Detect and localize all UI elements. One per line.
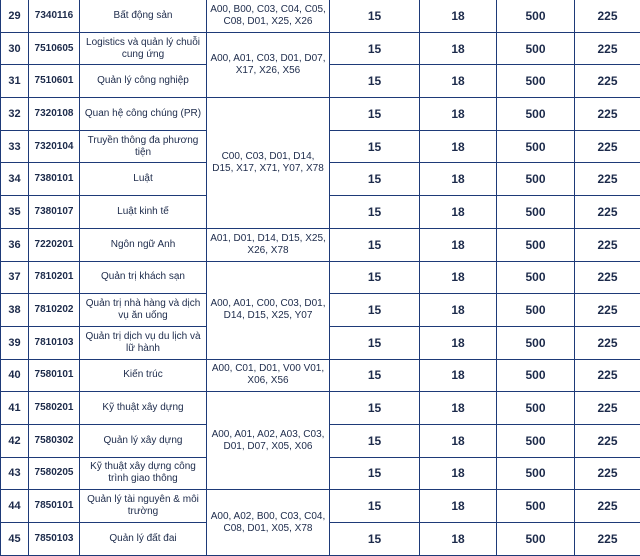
admission-score: 18 bbox=[420, 457, 497, 490]
major-name: Quản trị dịch vụ du lịch và lữ hành bbox=[80, 326, 207, 359]
major-code: 7580101 bbox=[29, 359, 80, 392]
quota-secondary: 225 bbox=[575, 457, 640, 490]
admission-score: 18 bbox=[420, 196, 497, 229]
quota-secondary: 225 bbox=[575, 98, 640, 131]
admission-score: 18 bbox=[420, 65, 497, 98]
admission-score: 18 bbox=[420, 32, 497, 65]
row-number: 40 bbox=[1, 359, 29, 392]
admission-score: 18 bbox=[420, 98, 497, 131]
threshold-score: 15 bbox=[330, 457, 420, 490]
row-number: 35 bbox=[1, 196, 29, 229]
major-name: Kỹ thuật xây dựng bbox=[80, 392, 207, 425]
major-name: Truyền thông đa phương tiện bbox=[80, 130, 207, 163]
threshold-score: 15 bbox=[330, 326, 420, 359]
quota: 500 bbox=[497, 294, 575, 327]
threshold-score: 15 bbox=[330, 294, 420, 327]
threshold-score: 15 bbox=[330, 98, 420, 131]
row-number: 41 bbox=[1, 392, 29, 425]
quota-secondary: 225 bbox=[575, 228, 640, 261]
row-number: 31 bbox=[1, 65, 29, 98]
threshold-score: 15 bbox=[330, 261, 420, 294]
quota-secondary: 225 bbox=[575, 65, 640, 98]
major-code: 7850103 bbox=[29, 523, 80, 556]
quota: 500 bbox=[497, 32, 575, 65]
admission-score: 18 bbox=[420, 326, 497, 359]
table-row bbox=[1, 392, 640, 425]
threshold-score: 15 bbox=[330, 490, 420, 523]
major-name: Quản lý công nghiệp bbox=[80, 65, 207, 98]
threshold-score: 15 bbox=[330, 130, 420, 163]
quota: 500 bbox=[497, 130, 575, 163]
admission-score: 18 bbox=[420, 424, 497, 457]
row-number: 30 bbox=[1, 32, 29, 65]
major-code: 7340116 bbox=[29, 0, 80, 32]
subject-combinations: A00, C01, D01, V00 V01, X06, X56 bbox=[207, 359, 330, 392]
major-name: Quản lý tài nguyên & môi trường bbox=[80, 490, 207, 523]
quota-secondary: 225 bbox=[575, 0, 640, 32]
quota: 500 bbox=[497, 196, 575, 229]
quota: 500 bbox=[497, 490, 575, 523]
quota: 500 bbox=[497, 0, 575, 32]
quota-secondary: 225 bbox=[575, 490, 640, 523]
quota-secondary: 225 bbox=[575, 294, 640, 327]
quota: 500 bbox=[497, 65, 575, 98]
subject-combinations: A00, A01, C03, D01, D07, X17, X26, X56 bbox=[207, 32, 330, 97]
quota: 500 bbox=[497, 457, 575, 490]
quota: 500 bbox=[497, 523, 575, 556]
subject-combinations: A00, B00, C03, C04, C05, C08, D01, X25, X26 bbox=[207, 0, 330, 32]
major-name: Quản trị nhà hàng và dịch vụ ăn uống bbox=[80, 294, 207, 327]
quota: 500 bbox=[497, 392, 575, 425]
quota-secondary: 225 bbox=[575, 523, 640, 556]
major-code: 7580205 bbox=[29, 457, 80, 490]
major-code: 7580302 bbox=[29, 424, 80, 457]
quota: 500 bbox=[497, 359, 575, 392]
table-body bbox=[1, 0, 640, 555]
major-code: 7510605 bbox=[29, 32, 80, 65]
threshold-score: 15 bbox=[330, 359, 420, 392]
major-code: 7580201 bbox=[29, 392, 80, 425]
subject-combinations: A00, A01, A02, A03, C03, D01, D07, X05, X06 bbox=[207, 392, 330, 490]
major-code: 7320108 bbox=[29, 98, 80, 131]
row-number: 44 bbox=[1, 490, 29, 523]
quota: 500 bbox=[497, 424, 575, 457]
admission-score: 18 bbox=[420, 359, 497, 392]
quota-secondary: 225 bbox=[575, 196, 640, 229]
major-code: 7810103 bbox=[29, 326, 80, 359]
row-number: 42 bbox=[1, 424, 29, 457]
quota: 500 bbox=[497, 98, 575, 131]
row-number: 45 bbox=[1, 523, 29, 556]
quota-secondary: 225 bbox=[575, 163, 640, 196]
admission-score: 18 bbox=[420, 523, 497, 556]
table-row bbox=[1, 359, 640, 392]
major-code: 7380107 bbox=[29, 196, 80, 229]
quota: 500 bbox=[497, 326, 575, 359]
admission-score: 18 bbox=[420, 0, 497, 32]
row-number: 36 bbox=[1, 228, 29, 261]
major-name: Kiến trúc bbox=[80, 359, 207, 392]
major-code: 7810202 bbox=[29, 294, 80, 327]
major-code: 7850101 bbox=[29, 490, 80, 523]
threshold-score: 15 bbox=[330, 65, 420, 98]
major-code: 7510601 bbox=[29, 65, 80, 98]
table-row bbox=[1, 32, 640, 65]
quota-secondary: 225 bbox=[575, 326, 640, 359]
admission-score: 18 bbox=[420, 163, 497, 196]
threshold-score: 15 bbox=[330, 163, 420, 196]
threshold-score: 15 bbox=[330, 32, 420, 65]
major-code: 7810201 bbox=[29, 261, 80, 294]
row-number: 38 bbox=[1, 294, 29, 327]
threshold-score: 15 bbox=[330, 196, 420, 229]
threshold-score: 15 bbox=[330, 523, 420, 556]
admission-score: 18 bbox=[420, 261, 497, 294]
major-name: Quản trị khách sạn bbox=[80, 261, 207, 294]
table-row bbox=[1, 228, 640, 261]
row-number: 34 bbox=[1, 163, 29, 196]
threshold-score: 15 bbox=[330, 228, 420, 261]
major-name: Quản lý xây dựng bbox=[80, 424, 207, 457]
major-code: 7380101 bbox=[29, 163, 80, 196]
quota-secondary: 225 bbox=[575, 359, 640, 392]
row-number: 32 bbox=[1, 98, 29, 131]
quota-secondary: 225 bbox=[575, 261, 640, 294]
major-name: Kỹ thuật xây dựng công trình giao thông bbox=[80, 457, 207, 490]
major-name: Ngôn ngữ Anh bbox=[80, 228, 207, 261]
major-code: 7320104 bbox=[29, 130, 80, 163]
threshold-score: 15 bbox=[330, 424, 420, 457]
row-number: 43 bbox=[1, 457, 29, 490]
table-row bbox=[1, 261, 640, 294]
quota: 500 bbox=[497, 228, 575, 261]
quota-secondary: 225 bbox=[575, 392, 640, 425]
major-code: 7220201 bbox=[29, 228, 80, 261]
quota-secondary: 225 bbox=[575, 130, 640, 163]
table-row bbox=[1, 0, 640, 32]
admission-score: 18 bbox=[420, 228, 497, 261]
admission-score: 18 bbox=[420, 294, 497, 327]
row-number: 33 bbox=[1, 130, 29, 163]
admission-score: 18 bbox=[420, 130, 497, 163]
quota-secondary: 225 bbox=[575, 32, 640, 65]
major-name: Quản lý đất đai bbox=[80, 523, 207, 556]
major-name: Logistics và quản lý chuỗi cung ứng bbox=[80, 32, 207, 65]
major-name: Luật kinh tế bbox=[80, 196, 207, 229]
row-number: 39 bbox=[1, 326, 29, 359]
quota-secondary: 225 bbox=[575, 424, 640, 457]
threshold-score: 15 bbox=[330, 0, 420, 32]
major-name: Luật bbox=[80, 163, 207, 196]
admission-score: 18 bbox=[420, 490, 497, 523]
row-number: 37 bbox=[1, 261, 29, 294]
admission-score: 18 bbox=[420, 392, 497, 425]
major-name: Quan hệ công chúng (PR) bbox=[80, 98, 207, 131]
threshold-score: 15 bbox=[330, 392, 420, 425]
subject-combinations: C00, C03, D01, D14, D15, X17, X71, Y07, X78 bbox=[207, 98, 330, 229]
table-row bbox=[1, 490, 640, 523]
quota: 500 bbox=[497, 163, 575, 196]
row-number: 29 bbox=[1, 0, 29, 32]
table-row bbox=[1, 98, 640, 131]
subject-combinations: A00, A02, B00, C03, C04, C08, D01, X05, X78 bbox=[207, 490, 330, 555]
subject-combinations: A00, A01, C00, C03, D01, D14, D15, X25, Y07 bbox=[207, 261, 330, 359]
major-name: Bất động sản bbox=[80, 0, 207, 32]
subject-combinations: A01, D01, D14, D15, X25, X26, X78 bbox=[207, 228, 330, 261]
quota: 500 bbox=[497, 261, 575, 294]
